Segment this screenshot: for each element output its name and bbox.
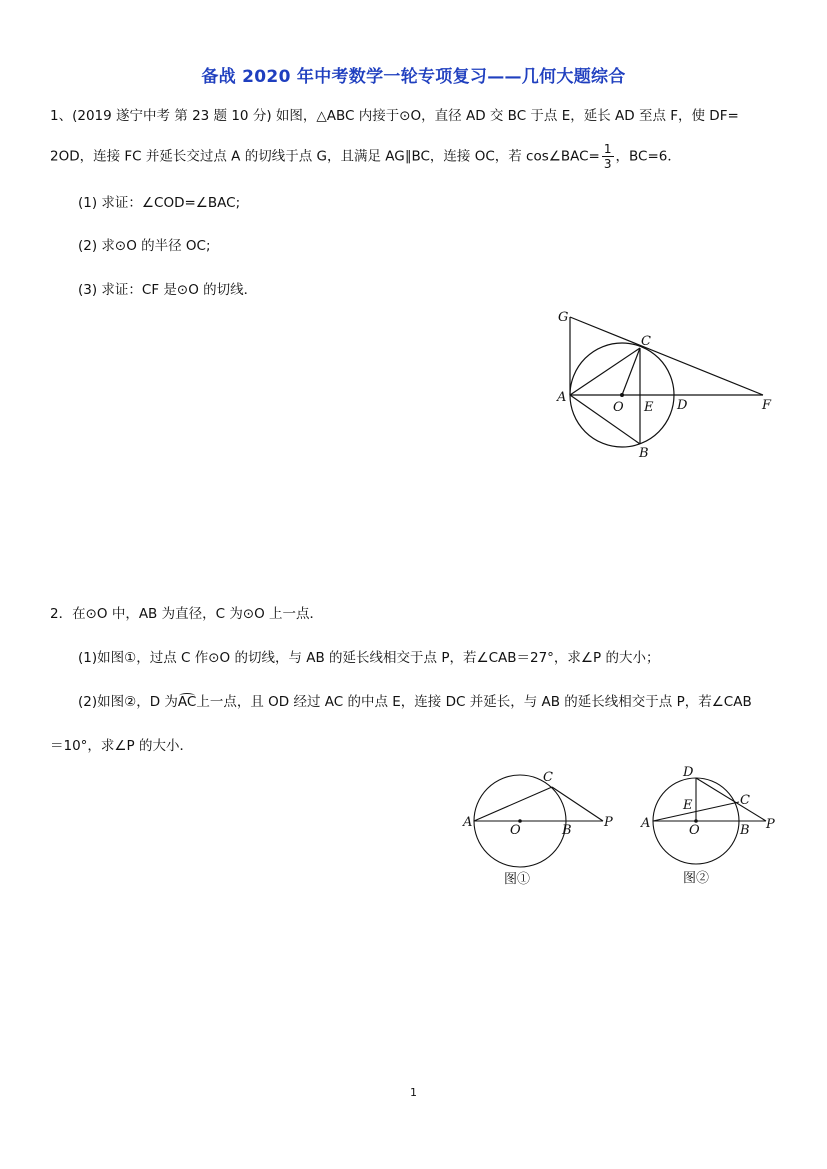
label-A: A — [557, 390, 567, 405]
fig2-label-B: B — [740, 823, 750, 838]
q1-line2 — [50, 142, 681, 171]
label-C: C — [641, 334, 651, 349]
q1-part2: (2) 求⊙O 的半径 OC; — [78, 238, 211, 254]
q1-line1: 1、(2019 遂宁中考 第 23 题 10 分) 如图，△ABC 内接于⊙O，直径 AD 交 BC 于点 E，延长 AD 至点 F，使 DF= — [50, 108, 739, 124]
fig1-label-B: B — [562, 823, 572, 838]
fig2-label-O: O — [689, 823, 700, 838]
fig2-line-DP — [696, 778, 766, 821]
fig1-line-CP — [552, 787, 603, 821]
frac-den: 3 — [603, 157, 612, 171]
label-E: E — [644, 400, 654, 415]
fig2-label-A: A — [641, 816, 651, 831]
label-O: O — [613, 400, 624, 415]
q2-part2 — [78, 692, 752, 712]
q1-line2-post: ，BC=6． — [615, 148, 681, 165]
fig1-label-P: P — [604, 815, 613, 830]
q1-figure — [550, 300, 790, 470]
fig2-label-E: E — [683, 798, 693, 813]
fig2-caption: 图② — [683, 871, 710, 886]
page-title: 备战 2020 年中考数学一轮专项复习——几何大题综合 — [201, 67, 626, 87]
q1-line2-pre: 2OD，连接 FC 并延长交过点 A 的切线于点 G，且满足 AG∥BC，连接 OC，若 cos∠BAC= — [50, 148, 600, 165]
line-OC — [622, 348, 640, 395]
fig1-label-A: A — [463, 815, 473, 830]
q2-line1: 2．在⊙O 中，AB 为直径，C 为⊙O 上一点． — [50, 606, 324, 622]
fig1-label-C: C — [543, 770, 553, 785]
fig1-line-AC — [474, 787, 552, 821]
frac-num: 1 — [603, 142, 612, 156]
q2-part2-line2: ＝10°，求∠P 的大小． — [50, 738, 193, 754]
fig2-label-C: C — [740, 793, 750, 808]
label-G: G — [558, 310, 569, 325]
label-D: D — [677, 398, 688, 413]
line-AC — [570, 348, 640, 395]
cos-fraction — [602, 142, 614, 171]
page-number: 1 — [410, 1086, 417, 1099]
arc-AC: AC — [177, 694, 197, 710]
q2-figure-2 — [636, 762, 786, 890]
q2-figure-1 — [455, 765, 625, 890]
fig1-caption: 图① — [504, 872, 531, 887]
q1-part3: (3) 求证：CF 是⊙O 的切线． — [78, 282, 258, 298]
center-dot — [620, 393, 624, 397]
line-GF — [570, 317, 763, 395]
q2-part2-pre: (2)如图②，D 为 — [78, 694, 178, 710]
fig1-label-O: O — [510, 823, 521, 838]
fig2-label-P: P — [766, 817, 775, 832]
line-AB — [570, 395, 640, 444]
q1-part1: (1) 求证：∠COD=∠BAC; — [78, 195, 241, 211]
q2-part2-post: 上一点，且 OD 经过 AC 的中点 E，连接 DC 并延长，与 AB 的延长线相交于点 P，若∠CAB — [196, 694, 752, 710]
q2-part1: (1)如图①，过点 C 作⊙O 的切线，与 AB 的延长线相交于点 P，若∠CAB＝27°，求∠P 的大小； — [78, 650, 660, 666]
label-F: F — [762, 398, 772, 413]
fig2-label-D: D — [683, 765, 694, 780]
label-B: B — [639, 446, 649, 461]
